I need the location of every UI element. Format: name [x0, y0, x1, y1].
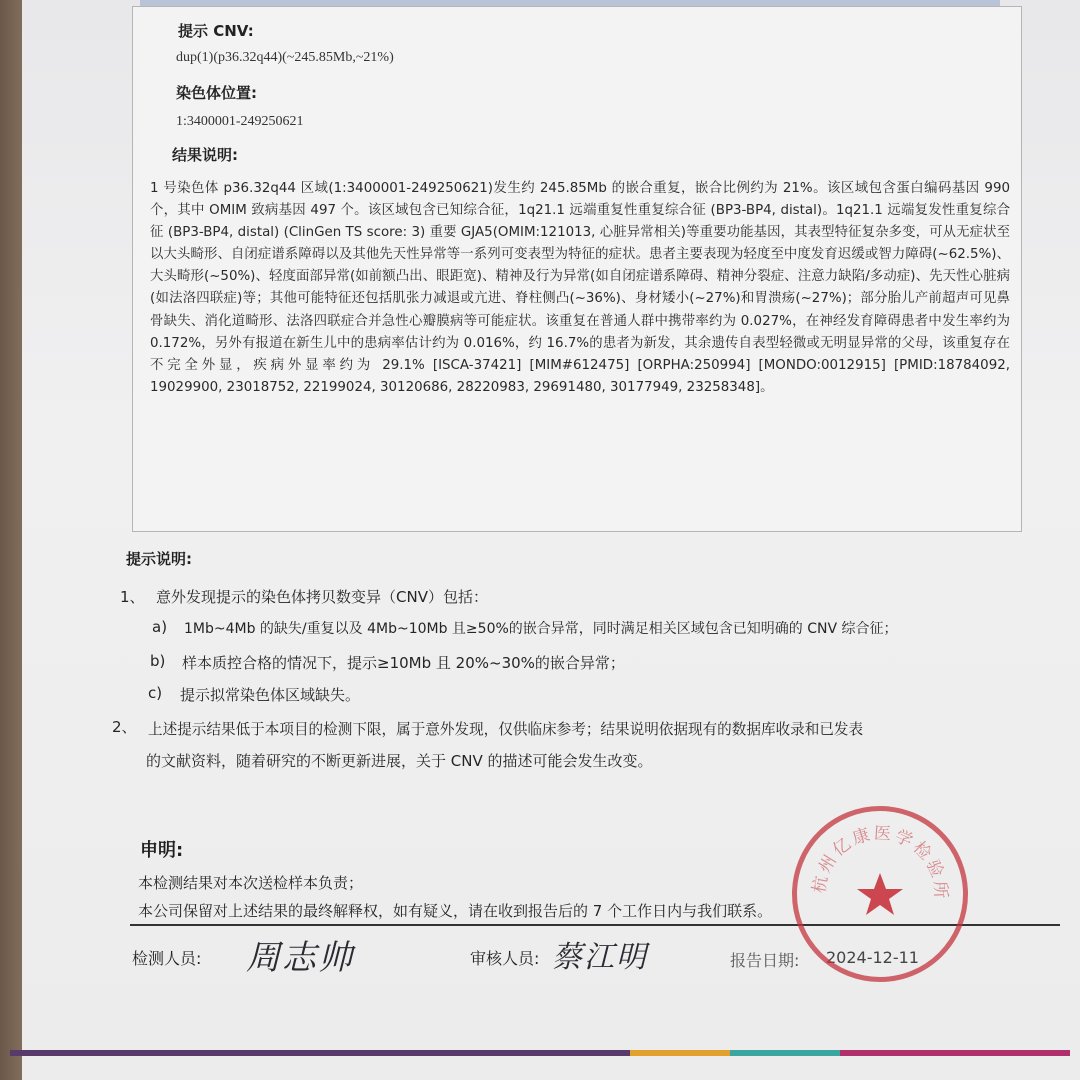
note-a-marker: a): [152, 618, 168, 636]
note-c-marker: c): [148, 684, 163, 702]
date-label: 报告日期:: [730, 951, 800, 970]
result-label: 结果说明:: [172, 146, 238, 164]
color-bar: [10, 1048, 1070, 1058]
statement-line2: 本公司保留对上述结果的最终解释权，如有疑义，请在收到报告后的 7 个工作日内与我们联系。: [138, 902, 773, 920]
tester-signature: 周志帅: [246, 938, 354, 978]
note-1-text: 意外发现提示的染色体拷贝数变异（CNV）包括：: [156, 588, 488, 606]
cnv-value: dup(1)(p36.32q44)(~245.85Mb,~21%): [176, 50, 394, 65]
report-date: 2024-12-11: [826, 948, 919, 967]
reviewer-signature: 蔡江明: [552, 940, 648, 975]
seal-star-icon: [857, 873, 903, 915]
cnv-label: 提示 CNV:: [178, 22, 254, 40]
note-2-line1: 上述提示结果低于本项目的检测下限，属于意外发现，仅供临床参考；结果说明依据现有的数据库收录和已发表: [148, 721, 864, 738]
notes-title: 提示说明:: [126, 550, 192, 568]
note-c-text: 提示拟常染色体区域缺失。: [180, 686, 361, 704]
reviewer-label: 审核人员:: [470, 949, 540, 968]
bar-magenta-segment: [840, 1050, 1070, 1056]
note-b-marker: b): [150, 652, 166, 670]
note-b-text: 样本质控合格的情况下，提示≥10Mb 且 20%~30%的嵌合异常；: [182, 654, 625, 672]
bar-teal-segment: [730, 1050, 840, 1056]
note-2-line2: 的文献资料，随着研究的不断更新进展，关于 CNV 的描述可能会发生改变。: [146, 752, 653, 770]
tester-label: 检测人员:: [132, 949, 202, 968]
bar-orange-segment: [630, 1050, 730, 1056]
statement-line1: 本检测结果对本次送检样本负责；: [138, 874, 364, 892]
location-value: 1:3400001-249250621: [176, 114, 304, 129]
company-seal: [792, 806, 968, 982]
note-1-number: 1、: [120, 588, 145, 606]
seal-text: 杭州亿康医学检验所: [809, 823, 951, 902]
bar-dark-segment: [10, 1050, 630, 1056]
result-description: 1 号染色体 p36.32q44 区域(1:3400001-249250621)发生约 245.85Mb 的嵌合重复，嵌合比例约为 21%。该区域包含蛋白编码基因 990 个，其中 OMIM 致病基因 497 个。该区域包含已知综合征，1q21.1 远端重复性重复综合征 (BP3-BP4, distal)。1q21.1 远端复发性重复综合征 (BP3-BP4, distal) (ClinGen TS score: 3) 重要 GJA5(OMIM:121013, 心脏异常相关)等重要功能基因，其表型特征复杂多变，可从无症状至以大头畸形、自闭症谱系障碍以及其他先天性异常等一系列可变表型为特征的症状。患者主要表现为轻度至中度发育迟缓或智力障碍(~62.5%)、大头畸形(~50%)、轻度面部异常(如前额凸出、眼距宽)、精神及行为异常(如自闭症谱系障碍、精神分裂症、注意力缺陷/多动症)、先天性心脏病(如法洛四联症)等；其他可能特征还包括肌张力减退或亢进、脊柱侧凸(~36%)、身材矮小(~27%)和胃溃疡(~27%)；部分胎儿产前超声可见鼻骨缺失、消化道畸形、法洛四联症合并急性心瓣膜病等可能症状。该重复在普通人群中携带率约为 0.027%，在神经发育障碍患者中发生率约为 0.172%，另外有报道在新生儿中的患病率估计约为 0.016%，约 16.7%的患者为新发，其余遗传自表型轻微或无明显异常的父母，该重复存在不完全外显，疾病外显率约为 29.1% [ISCA-37421] [MIM#612475] [ORPHA:250994] [MONDO:0012915] [PMID:18784092, 19029900, 23018752, 22199024, 30120686, 28220983, 29691480, 30177949, 23258348]。: [150, 181, 1010, 395]
note-a-text: 1Mb~4Mb 的缺失/重复以及 4Mb~10Mb 且≥50%的嵌合异常，同时满足相关区域包含已知明确的 CNV 综合征；: [184, 621, 898, 637]
statement-title: 申明:: [140, 840, 184, 861]
location-label: 染色体位置:: [176, 84, 257, 102]
note-2-number: 2、: [112, 718, 137, 736]
